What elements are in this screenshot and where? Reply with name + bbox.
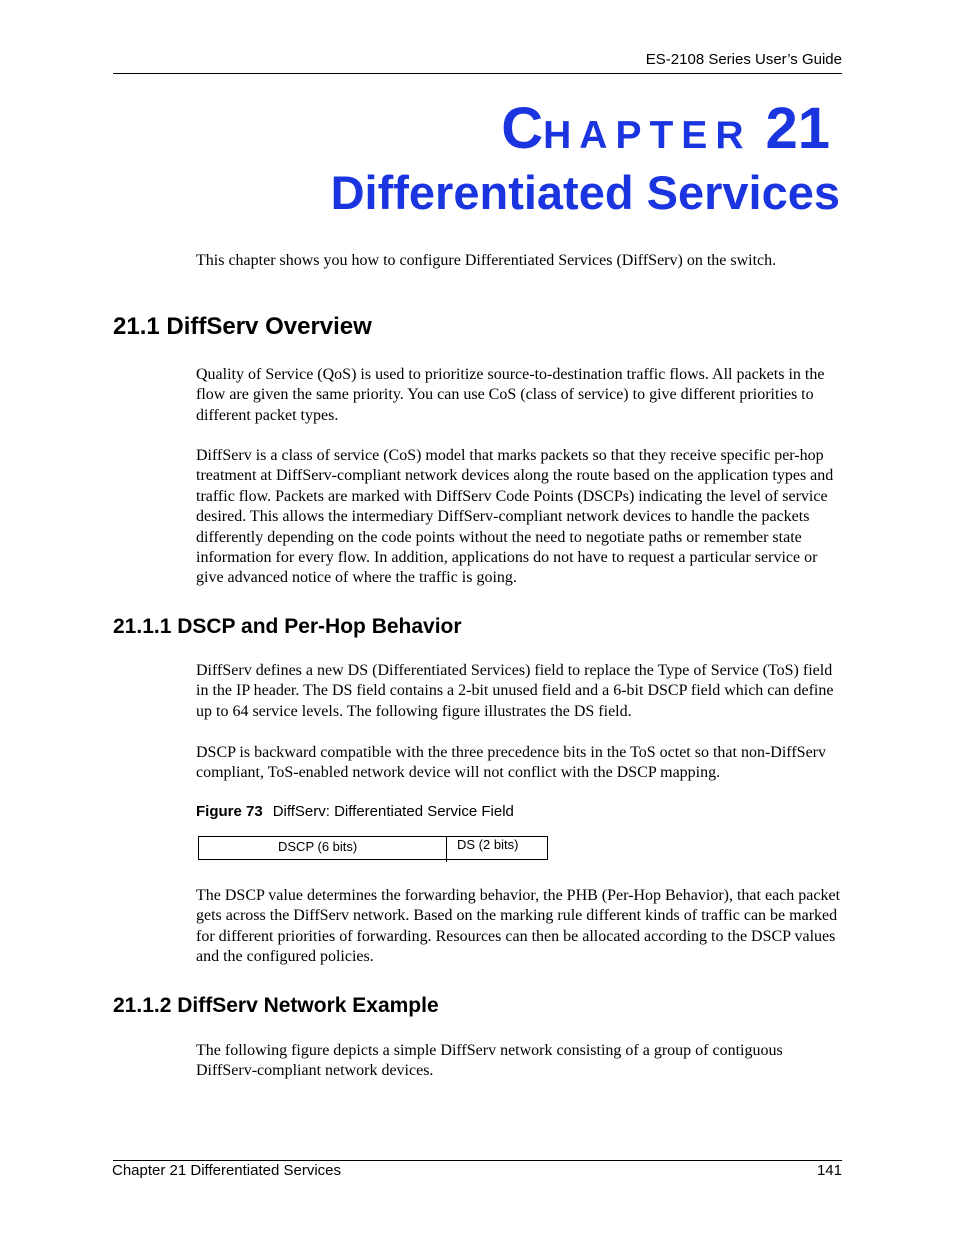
network-example-paragraph: The following figure depicts a simple DiffServ network consisting of a group of contiguous DiffServ-compliant network devices. xyxy=(196,1042,783,1080)
footer-rule xyxy=(113,1160,842,1161)
subsection-heading-network-example: 21.1.2 DiffServ Network Example xyxy=(113,994,439,1017)
chapter-title: Differentiated Services xyxy=(330,166,840,219)
overview-paragraph-2: DiffServ is a class of service (CoS) model that marks packets so that they receive specific per-hop treatment at DiffServ-compliant network devices along the route based on the application types and traffic flow. Packets are marked with DiffServ Code Points (DSCPs) indicating the level of service desired. This allows the intermediary DiffServ-compliant network devices to handle the packets differently depending on the code points without the need to negotiate paths or remember state information for every flow. In addition, applications do not have to request a particular service or give advanced notice of where the traffic is going. xyxy=(196,447,834,587)
dscp-paragraph-2: DSCP is backward compatible with the three precedence bits in the ToS octet so that non-DiffServ compliant, ToS-enabled network device will not conflict with the DSCP mapping. xyxy=(196,744,826,782)
chapter-label xyxy=(501,96,830,161)
dscp-paragraph-1: DiffServ defines a new DS (Differentiated Services) field to replace the Type of Service (ToS) field in the IP header. The DS field contains a 2-bit unused field and a 6-bit DSCP field which can define up to 64 service levels. The following figure illustrates the DS field. xyxy=(196,662,834,720)
dscp-paragraph-3: The DSCP value determines the forwarding behavior, the PHB (Per-Hop Behavior), that each packet gets across the DiffServ network. Based on the marking rule different kinds of traffic can be marked for different priorities of forwarding. Resources can then be allocated according to the DSCP values and the configured policies. xyxy=(196,887,841,966)
chapter-word-initial: C xyxy=(501,96,544,161)
figure-number: Figure 73 xyxy=(196,803,263,820)
overview-paragraph-1: Quality of Service (QoS) is used to prioritize source-to-destination traffic flows. All packets in the flow are given the same priority. You can use CoS (class of service) to give different priorities to different packet types. xyxy=(196,366,825,424)
subsection-heading-dscp-phb: 21.1.1 DSCP and Per-Hop Behavior xyxy=(113,615,462,638)
dscp-bits-label: DSCP (6 bits) xyxy=(278,839,358,854)
running-header-guide-title: ES-2108 Series User’s Guide xyxy=(645,51,842,68)
ds-bits-label: DS (2 bits) xyxy=(457,837,519,852)
intro-paragraph: This chapter shows you how to configure Differentiated Services (DiffServ) on the switch. xyxy=(196,252,777,269)
footer-chapter-label: Chapter 21 Differentiated Services xyxy=(112,1162,342,1179)
figure-caption xyxy=(196,803,514,820)
section-heading-diffserv-overview: 21.1 DiffServ Overview xyxy=(113,313,372,340)
ds-field-divider xyxy=(446,836,447,862)
header-rule xyxy=(113,73,842,74)
chapter-word-rest: HAPTER xyxy=(543,114,752,157)
figure-caption-text: DiffServ: Differentiated Service Field xyxy=(272,803,514,820)
footer-page-number: 141 xyxy=(816,1162,842,1179)
chapter-number: 21 xyxy=(765,96,830,161)
